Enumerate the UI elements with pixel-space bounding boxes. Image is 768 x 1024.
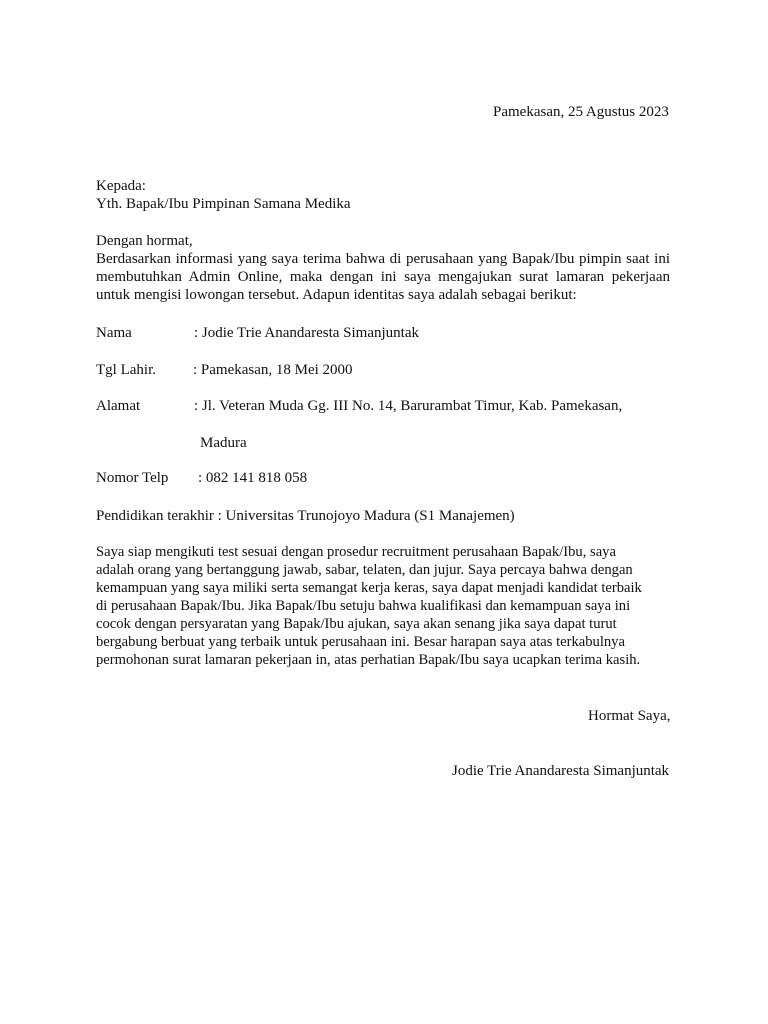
place-date: Pamekasan, 25 Agustus 2023 (493, 104, 669, 120)
closing: Hormat Saya, (588, 708, 671, 724)
tgl-lahir-value: : Pamekasan, 18 Mei 2000 (193, 362, 353, 378)
nama-label: Nama (96, 325, 132, 341)
body-line: di perusahaan Bapak/Ibu. Jika Bapak/Ibu setuju bahwa kualifikasi dan kemampuan saya ini (96, 598, 631, 614)
opening-paragraph (96, 250, 670, 304)
greeting: Dengan hormat, (96, 233, 193, 249)
opening-line: untuk mengisi lowongan tersebut. Adapun identitas saya adalah sebagai berikut: (96, 287, 577, 303)
body-line: adalah orang yang bertanggung jawab, sabar, telaten, dan jujur. Saya percaya bahwa dengan (96, 562, 633, 578)
recipient-name: Yth. Bapak/Ibu Pimpinan Samana Medika (96, 196, 351, 212)
nama-value: : Jodie Trie Anandaresta Simanjuntak (194, 325, 419, 341)
body-line: kemampuan yang saya miliki serta semangat kerja keras, saya dapat menjadi kandidat terbaik (96, 580, 642, 596)
signature-name: Jodie Trie Anandaresta Simanjuntak (452, 763, 670, 779)
body-line: permohonan surat lamaran pekerjaan in, atas perhatian Bapak/Ibu saya ucapkan terima kasih. (96, 652, 641, 668)
recipient-label: Kepada: (96, 178, 146, 194)
alamat-label: Alamat (96, 398, 141, 414)
alamat-value: : Jl. Veteran Muda Gg. III No. 14, Barurambat Timur, Kab. Pamekasan, (194, 398, 623, 414)
telp-value: : 082 141 818 058 (198, 470, 308, 486)
body-line: bergabung berbuat yang terbaik untuk perusahaan ini. Besar harapan saya atas terkabulnya (96, 634, 625, 650)
body-paragraph (96, 543, 676, 669)
body-line: Saya siap mengikuti test sesuai dengan prosedur recruitment perusahaan Bapak/Ibu, saya (96, 544, 616, 560)
tgl-lahir-label: Tgl Lahir. (96, 362, 156, 378)
opening-line: membutuhkan Admin Online, maka dengan ini saya mengajukan surat lamaran pekerjaan (96, 269, 670, 285)
telp-label: Nomor Telp (96, 470, 169, 486)
opening-line: Berdasarkan informasi yang saya terima bahwa di perusahaan yang Bapak/Ibu pimpin saat ini (96, 251, 670, 267)
alamat-value-continued: Madura (200, 435, 247, 451)
pendidikan: Pendidikan terakhir : Universitas Trunojoyo Madura (S1 Manajemen) (96, 508, 515, 524)
body-line: cocok dengan persyaratan yang Bapak/Ibu ajukan, saya akan senang jika saya dapat turut (96, 616, 617, 632)
